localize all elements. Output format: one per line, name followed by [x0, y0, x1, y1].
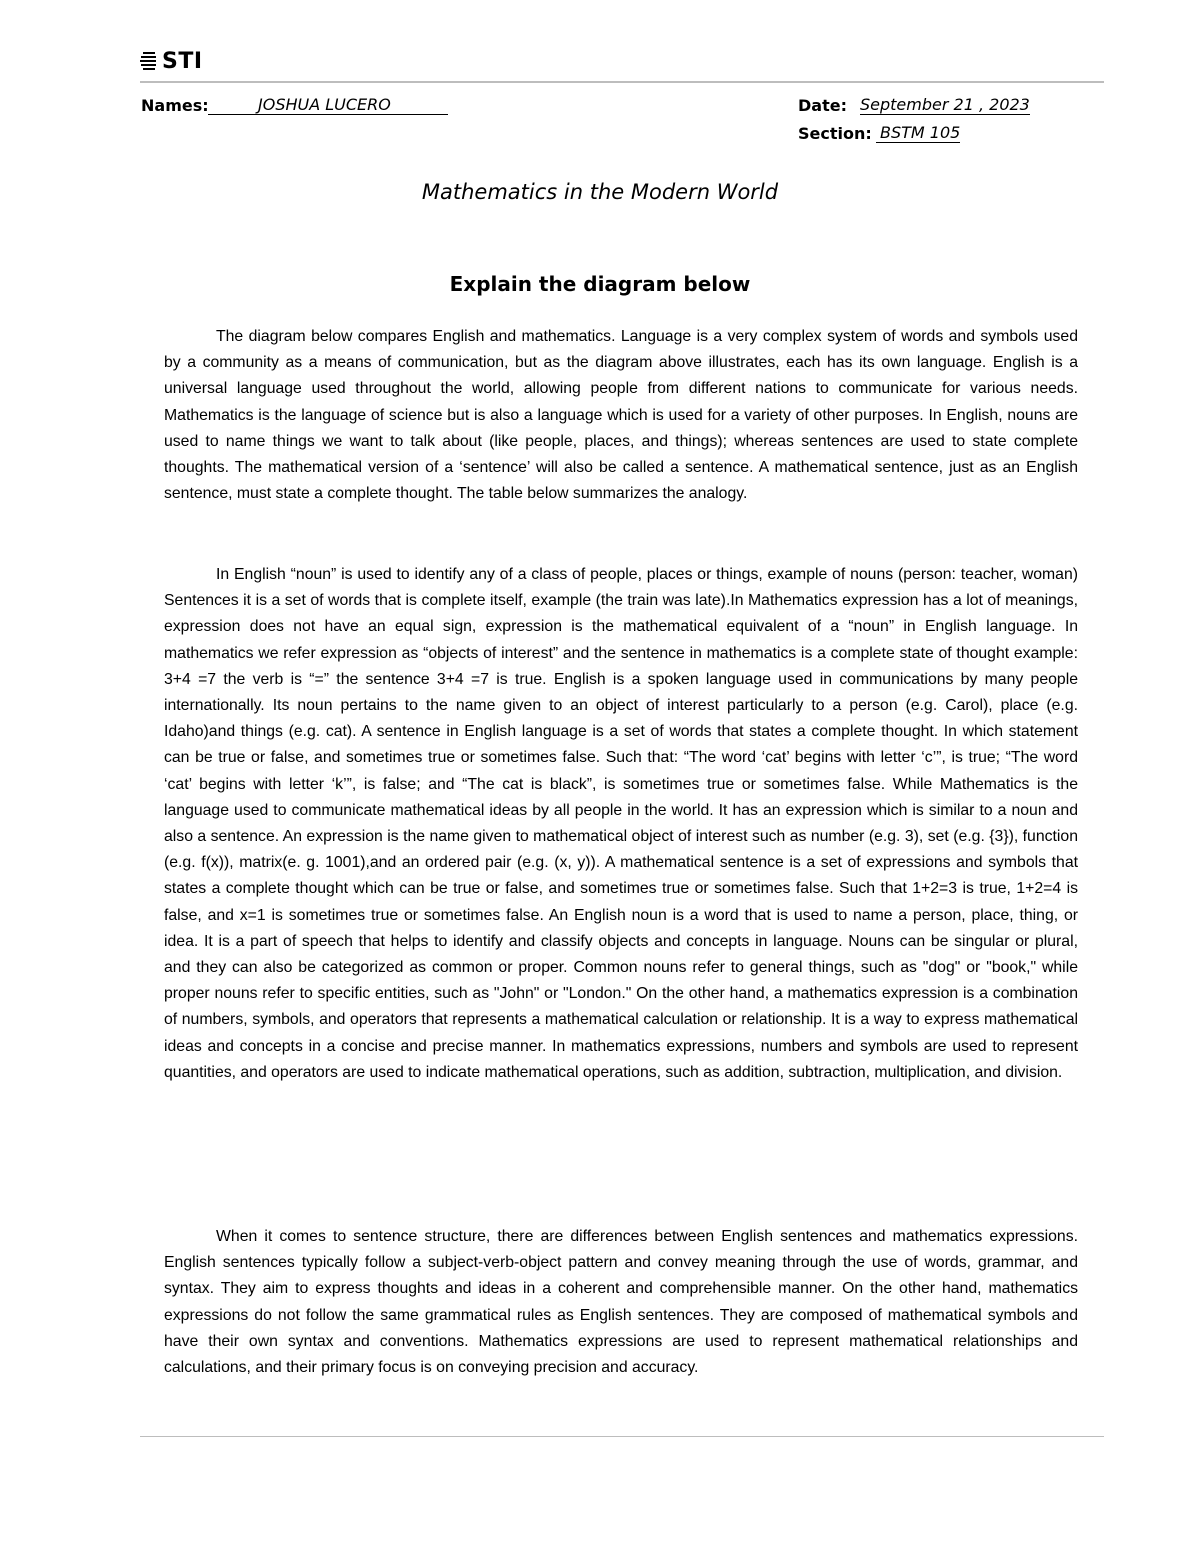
paragraph-comparison: In English “noun” is used to identify any of a class of people, places or things, example of nouns (person: teacher, woman) Sentences it is a set of words that is complete itself, example (the train was late).In Mathematics expression has a lot of meanings, expression does not have an equal sign, expression is the mathematical equivalent of a “noun” in English language. In mathematics we refer expression as “objects of interest” and the sentence in mathematics is a complete state of thought example: 3+4 =7 the verb is “=” the sentence 3+4 =7 is true. English is a spoken language used in communications by many people internationally. Its noun pertains to the name given to an object of interest particularly to a person (e.g. Carol), place (e.g. Idaho)and things (e.g. cat). A sentence in English language is a set of words that states a complete thought. In which statement can be true or false, and sometimes true or sometimes false. Such that: “The word ‘cat’ begins with letter ‘c’”, is true; “The word ‘cat’ begins with letter ‘k’”, is false; and “The cat is black”, is sometimes true or sometimes false. While Mathematics is the language used to communicate mathematical ideas by all people in the world. It has an expression which is similar to a noun and also a sentence. An expression is the name given to mathematical object of interest such as number (e.g. 3), set (e.g. {3}), function (e.g. f(x)), matrix(e. g. 1001),and an ordered pair (e.g. (x, y)). A mathematical sentence is a set of expressions and symbols that states a complete thought which can be true or false, and sometimes true or sometimes false. Such that 1+2=3 is true, 1+2=4 is false, and x=1 is sometimes true or sometimes false. An English noun is a word that is used to name a person, place, thing, or idea. It is a part of speech that helps to identify and classify objects and concepts in language. Nouns can be singular or plural, and they can also be categorized as common or proper. Common nouns refer to general things, such as "dog" or "book," while proper nouns refer to specific entities, such as "John" or "London." On the other hand, a mathematics expression is a combination of numbers, symbols, and operators that represents a mathematical calculation or relationship. It is a way to express mathematical ideas and concepts in a concise and precise manner. In mathematics expressions, numbers and symbols are used to represent quantities, and operators are used to indicate mathematical operations, such as addition, subtraction, multiplication, and division. [164, 566, 1078, 1081]
section-heading: Explain the diagram below [449, 272, 751, 296]
logo-text: STI [162, 48, 203, 74]
paragraph-structure: When it comes to sentence structure, there are differences between English sentences and mathematics expressions. English sentences typically follow a subject-verb-object pattern and convey meaning through the use of words, grammar, and syntax. They aim to express thoughts and ideas in a coherent and comprehensible manner. On the other hand, mathematics expressions do not follow the same grammatical rules as English sentences. They are composed of mathematical symbols and have their own syntax and conventions. Mathematics expressions are used to represent mathematical relationships and calculations, and their primary focus is on conveying precision and accuracy. [164, 1228, 1078, 1377]
globe-logo-icon [140, 50, 160, 72]
names-label: Names: [141, 96, 209, 115]
section-label: Section: [798, 124, 872, 143]
date-label: Date: [798, 96, 847, 115]
names-value: JOSHUA LUCERO [208, 96, 448, 115]
section-value: BSTM 105 [876, 124, 960, 143]
sti-logo [140, 46, 203, 76]
footer-divider [140, 1436, 1104, 1437]
header-divider [140, 81, 1104, 83]
document-title: Mathematics in the Modern World [421, 180, 779, 204]
paragraph-intro: The diagram below compares English and mathematics. Language is a very complex system of words and symbols used by a community as a means of communication, but as the diagram above illustrates, each has its own language. English is a universal language used throughout the world, allowing people from different nations to communicate for various needs. Mathematics is the language of science but is also a language which is used for a variety of other purposes. In English, nouns are used to name things we want to talk about (like people, places, and things); whereas sentences are used to state complete thoughts. The mathematical version of a ‘sentence’ will also be called a sentence. A mathematical sentence, just as an English sentence, must state a complete thought. The table below summarizes the analogy. [164, 328, 1078, 503]
date-value: September 21 , 2023 [860, 95, 1030, 114]
